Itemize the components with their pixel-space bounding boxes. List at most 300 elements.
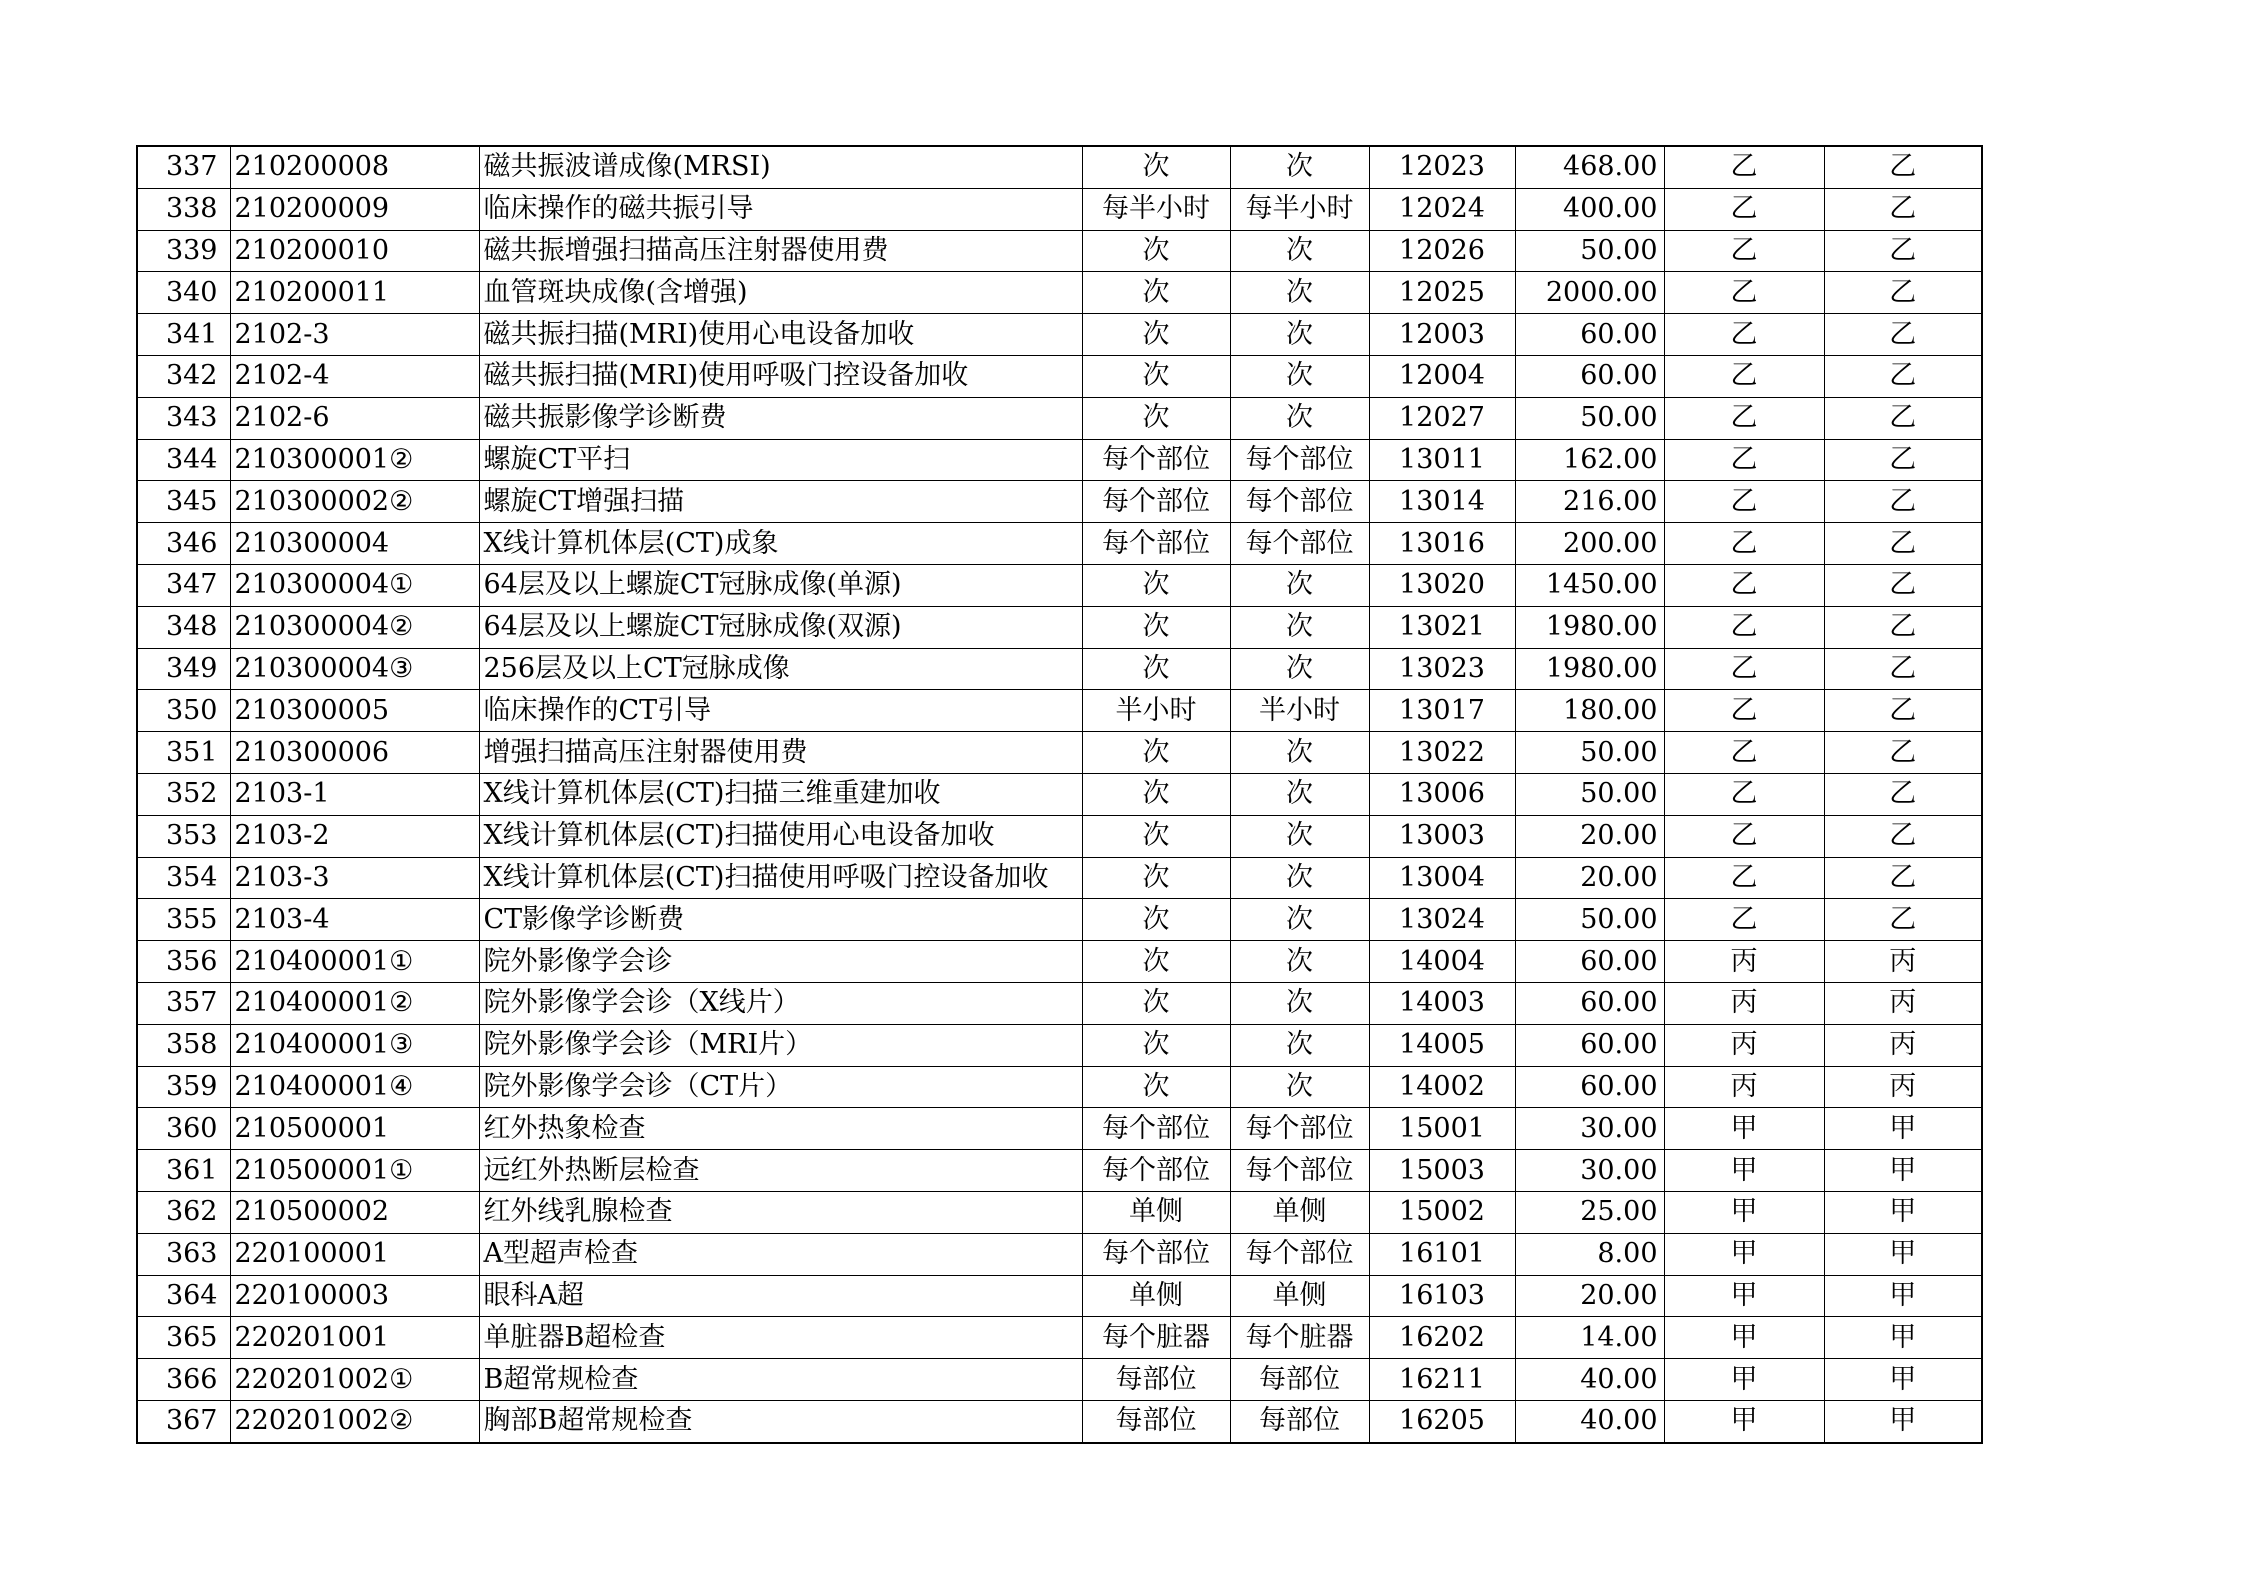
billing-unit-cell: 次 — [1230, 1024, 1369, 1066]
item-code-cell: 210400001① — [230, 941, 479, 983]
price-unit-cell: 次 — [1082, 146, 1230, 188]
insurance-class-2-cell: 乙 — [1824, 564, 1982, 606]
row-number-cell: 341 — [137, 314, 230, 356]
fee-code-cell: 13017 — [1369, 690, 1515, 732]
billing-unit-cell: 每个部位 — [1230, 523, 1369, 565]
item-name-cell: X线计算机体层(CT)成象 — [479, 523, 1082, 565]
item-name-cell: 螺旋CT增强扫描 — [479, 481, 1082, 523]
price-unit-cell: 次 — [1082, 773, 1230, 815]
table-body — [137, 146, 1982, 1443]
row-number-cell: 353 — [137, 815, 230, 857]
table-row — [137, 1275, 1982, 1317]
price-cell: 60.00 — [1515, 355, 1664, 397]
insurance-class-2-cell: 乙 — [1824, 314, 1982, 356]
fee-code-cell: 16202 — [1369, 1317, 1515, 1359]
fee-code-cell: 12027 — [1369, 397, 1515, 439]
insurance-class-2-cell: 甲 — [1824, 1359, 1982, 1401]
row-number-cell: 358 — [137, 1024, 230, 1066]
price-unit-cell: 每个部位 — [1082, 523, 1230, 565]
row-number-cell: 359 — [137, 1066, 230, 1108]
insurance-class-cell: 丙 — [1664, 941, 1824, 983]
item-code-cell: 210200008 — [230, 146, 479, 188]
price-cell: 25.00 — [1515, 1191, 1664, 1233]
item-code-cell: 210400001④ — [230, 1066, 479, 1108]
insurance-class-2-cell: 甲 — [1824, 1400, 1982, 1442]
table-row — [137, 355, 1982, 397]
item-name-cell: 单脏器B超检查 — [479, 1317, 1082, 1359]
insurance-class-cell: 丙 — [1664, 1024, 1824, 1066]
billing-unit-cell: 每个脏器 — [1230, 1317, 1369, 1359]
price-unit-cell: 每部位 — [1082, 1400, 1230, 1442]
table-row — [137, 648, 1982, 690]
price-cell: 50.00 — [1515, 899, 1664, 941]
price-cell: 40.00 — [1515, 1359, 1664, 1401]
insurance-class-2-cell: 乙 — [1824, 146, 1982, 188]
row-number-cell: 365 — [137, 1317, 230, 1359]
price-cell: 50.00 — [1515, 732, 1664, 774]
insurance-class-2-cell: 乙 — [1824, 606, 1982, 648]
price-cell: 1980.00 — [1515, 648, 1664, 690]
table-row — [137, 1400, 1982, 1442]
price-unit-cell: 次 — [1082, 857, 1230, 899]
price-unit-cell: 次 — [1082, 272, 1230, 314]
row-number-cell: 362 — [137, 1191, 230, 1233]
price-unit-cell: 次 — [1082, 230, 1230, 272]
item-name-cell: X线计算机体层(CT)扫描三维重建加收 — [479, 773, 1082, 815]
price-cell: 30.00 — [1515, 1150, 1664, 1192]
fee-code-cell: 13024 — [1369, 899, 1515, 941]
item-name-cell: 院外影像学会诊（MRI片） — [479, 1024, 1082, 1066]
insurance-class-cell: 丙 — [1664, 1066, 1824, 1108]
insurance-class-cell: 甲 — [1664, 1191, 1824, 1233]
row-number-cell: 339 — [137, 230, 230, 272]
insurance-class-cell: 乙 — [1664, 272, 1824, 314]
item-code-cell: 210300004② — [230, 606, 479, 648]
item-name-cell: 256层及以上CT冠脉成像 — [479, 648, 1082, 690]
insurance-class-cell: 乙 — [1664, 606, 1824, 648]
item-code-cell: 2103-4 — [230, 899, 479, 941]
billing-unit-cell: 次 — [1230, 230, 1369, 272]
fee-code-cell: 14003 — [1369, 982, 1515, 1024]
price-unit-cell: 每个部位 — [1082, 1150, 1230, 1192]
row-number-cell: 351 — [137, 732, 230, 774]
insurance-class-2-cell: 甲 — [1824, 1191, 1982, 1233]
row-number-cell: 338 — [137, 188, 230, 230]
item-code-cell: 210300004③ — [230, 648, 479, 690]
item-name-cell: 磁共振影像学诊断费 — [479, 397, 1082, 439]
table-row — [137, 857, 1982, 899]
billing-unit-cell: 每半小时 — [1230, 188, 1369, 230]
row-number-cell: 348 — [137, 606, 230, 648]
price-cell: 180.00 — [1515, 690, 1664, 732]
item-code-cell: 220201002① — [230, 1359, 479, 1401]
price-unit-cell: 次 — [1082, 564, 1230, 606]
insurance-class-cell: 乙 — [1664, 564, 1824, 606]
billing-unit-cell: 每个部位 — [1230, 1108, 1369, 1150]
fee-code-cell: 14005 — [1369, 1024, 1515, 1066]
row-number-cell: 342 — [137, 355, 230, 397]
insurance-class-2-cell: 丙 — [1824, 982, 1982, 1024]
item-code-cell: 210200011 — [230, 272, 479, 314]
insurance-class-cell: 乙 — [1664, 732, 1824, 774]
item-code-cell: 220201002② — [230, 1400, 479, 1442]
insurance-class-cell: 乙 — [1664, 397, 1824, 439]
table-row — [137, 146, 1982, 188]
billing-unit-cell: 次 — [1230, 564, 1369, 606]
fee-code-cell: 13014 — [1369, 481, 1515, 523]
price-unit-cell: 次 — [1082, 1024, 1230, 1066]
price-unit-cell: 次 — [1082, 732, 1230, 774]
item-name-cell: 院外影像学会诊（CT片） — [479, 1066, 1082, 1108]
price-unit-cell: 每个部位 — [1082, 1233, 1230, 1275]
table-row — [137, 606, 1982, 648]
price-unit-cell: 次 — [1082, 355, 1230, 397]
price-cell: 50.00 — [1515, 773, 1664, 815]
price-unit-cell: 次 — [1082, 1066, 1230, 1108]
item-code-cell: 2102-4 — [230, 355, 479, 397]
billing-unit-cell: 次 — [1230, 648, 1369, 690]
item-name-cell: 磁共振扫描(MRI)使用心电设备加收 — [479, 314, 1082, 356]
billing-unit-cell: 次 — [1230, 397, 1369, 439]
fee-code-cell: 12026 — [1369, 230, 1515, 272]
item-code-cell: 220100001 — [230, 1233, 479, 1275]
item-name-cell: B超常规检查 — [479, 1359, 1082, 1401]
item-name-cell: X线计算机体层(CT)扫描使用心电设备加收 — [479, 815, 1082, 857]
insurance-class-2-cell: 乙 — [1824, 899, 1982, 941]
price-cell: 1450.00 — [1515, 564, 1664, 606]
item-name-cell: 螺旋CT平扫 — [479, 439, 1082, 481]
table-row — [137, 1233, 1982, 1275]
fee-code-cell: 13023 — [1369, 648, 1515, 690]
item-code-cell: 210400001② — [230, 982, 479, 1024]
insurance-class-2-cell: 丙 — [1824, 1024, 1982, 1066]
price-cell: 200.00 — [1515, 523, 1664, 565]
item-code-cell: 210500001 — [230, 1108, 479, 1150]
insurance-class-2-cell: 甲 — [1824, 1108, 1982, 1150]
insurance-class-2-cell: 乙 — [1824, 815, 1982, 857]
insurance-class-cell: 乙 — [1664, 439, 1824, 481]
fee-code-cell: 16205 — [1369, 1400, 1515, 1442]
price-unit-cell: 半小时 — [1082, 690, 1230, 732]
billing-unit-cell: 次 — [1230, 982, 1369, 1024]
item-name-cell: 院外影像学会诊 — [479, 941, 1082, 983]
item-code-cell: 2102-6 — [230, 397, 479, 439]
table-row — [137, 272, 1982, 314]
price-cell: 40.00 — [1515, 1400, 1664, 1442]
price-unit-cell: 每半小时 — [1082, 188, 1230, 230]
row-number-cell: 350 — [137, 690, 230, 732]
price-unit-cell: 每个脏器 — [1082, 1317, 1230, 1359]
insurance-class-cell: 甲 — [1664, 1275, 1824, 1317]
price-cell: 20.00 — [1515, 857, 1664, 899]
fee-code-cell: 12004 — [1369, 355, 1515, 397]
item-code-cell: 220100003 — [230, 1275, 479, 1317]
insurance-class-cell: 丙 — [1664, 982, 1824, 1024]
row-number-cell: 343 — [137, 397, 230, 439]
item-code-cell: 2103-1 — [230, 773, 479, 815]
table-row — [137, 982, 1982, 1024]
row-number-cell: 349 — [137, 648, 230, 690]
item-name-cell: 红外热象检查 — [479, 1108, 1082, 1150]
billing-unit-cell: 次 — [1230, 732, 1369, 774]
table-row — [137, 732, 1982, 774]
item-name-cell: 磁共振扫描(MRI)使用呼吸门控设备加收 — [479, 355, 1082, 397]
insurance-class-2-cell: 乙 — [1824, 690, 1982, 732]
price-cell: 20.00 — [1515, 815, 1664, 857]
price-cell: 162.00 — [1515, 439, 1664, 481]
table-row — [137, 773, 1982, 815]
price-unit-cell: 每个部位 — [1082, 1108, 1230, 1150]
fee-code-cell: 12003 — [1369, 314, 1515, 356]
insurance-class-2-cell: 丙 — [1824, 1066, 1982, 1108]
table-row — [137, 1066, 1982, 1108]
price-cell: 60.00 — [1515, 314, 1664, 356]
billing-unit-cell: 次 — [1230, 857, 1369, 899]
row-number-cell: 357 — [137, 982, 230, 1024]
row-number-cell: 344 — [137, 439, 230, 481]
row-number-cell: 352 — [137, 773, 230, 815]
fee-table — [136, 145, 1983, 1444]
row-number-cell: 356 — [137, 941, 230, 983]
insurance-class-cell: 乙 — [1664, 314, 1824, 356]
price-unit-cell: 每个部位 — [1082, 439, 1230, 481]
insurance-class-2-cell: 乙 — [1824, 732, 1982, 774]
billing-unit-cell: 每个部位 — [1230, 439, 1369, 481]
item-name-cell: 远红外热断层检查 — [479, 1150, 1082, 1192]
insurance-class-cell: 乙 — [1664, 690, 1824, 732]
price-cell: 1980.00 — [1515, 606, 1664, 648]
item-name-cell: 院外影像学会诊（X线片） — [479, 982, 1082, 1024]
insurance-class-cell: 乙 — [1664, 857, 1824, 899]
item-name-cell: A型超声检查 — [479, 1233, 1082, 1275]
fee-code-cell: 13020 — [1369, 564, 1515, 606]
item-code-cell: 210300005 — [230, 690, 479, 732]
item-name-cell: 临床操作的磁共振引导 — [479, 188, 1082, 230]
price-unit-cell: 每个部位 — [1082, 481, 1230, 523]
insurance-class-cell: 乙 — [1664, 773, 1824, 815]
insurance-class-2-cell: 乙 — [1824, 397, 1982, 439]
price-unit-cell: 单侧 — [1082, 1275, 1230, 1317]
table-row — [137, 314, 1982, 356]
insurance-class-cell: 甲 — [1664, 1359, 1824, 1401]
billing-unit-cell: 次 — [1230, 899, 1369, 941]
insurance-class-cell: 乙 — [1664, 648, 1824, 690]
fee-code-cell: 14004 — [1369, 941, 1515, 983]
billing-unit-cell: 次 — [1230, 773, 1369, 815]
table-row — [137, 1317, 1982, 1359]
table-row — [137, 1108, 1982, 1150]
price-unit-cell: 次 — [1082, 606, 1230, 648]
billing-unit-cell: 每部位 — [1230, 1359, 1369, 1401]
price-cell: 60.00 — [1515, 1066, 1664, 1108]
billing-unit-cell: 每部位 — [1230, 1400, 1369, 1442]
insurance-class-2-cell: 乙 — [1824, 481, 1982, 523]
row-number-cell: 354 — [137, 857, 230, 899]
price-cell: 30.00 — [1515, 1108, 1664, 1150]
row-number-cell: 345 — [137, 481, 230, 523]
insurance-class-cell: 甲 — [1664, 1400, 1824, 1442]
item-code-cell: 210500002 — [230, 1191, 479, 1233]
insurance-class-2-cell: 乙 — [1824, 648, 1982, 690]
price-cell: 60.00 — [1515, 1024, 1664, 1066]
table-row — [137, 481, 1982, 523]
item-name-cell: 磁共振波谱成像(MRSI) — [479, 146, 1082, 188]
price-unit-cell: 单侧 — [1082, 1191, 1230, 1233]
price-cell: 468.00 — [1515, 146, 1664, 188]
price-unit-cell: 次 — [1082, 899, 1230, 941]
insurance-class-2-cell: 甲 — [1824, 1275, 1982, 1317]
insurance-class-2-cell: 甲 — [1824, 1150, 1982, 1192]
table-row — [137, 1359, 1982, 1401]
table-row — [137, 188, 1982, 230]
billing-unit-cell: 每个部位 — [1230, 1150, 1369, 1192]
fee-code-cell: 13006 — [1369, 773, 1515, 815]
fee-code-cell: 13016 — [1369, 523, 1515, 565]
item-code-cell: 210500001① — [230, 1150, 479, 1192]
fee-code-cell: 16101 — [1369, 1233, 1515, 1275]
insurance-class-2-cell: 乙 — [1824, 355, 1982, 397]
item-name-cell: 血管斑块成像(含增强) — [479, 272, 1082, 314]
insurance-class-cell: 甲 — [1664, 1108, 1824, 1150]
item-code-cell: 2103-2 — [230, 815, 479, 857]
row-number-cell: 340 — [137, 272, 230, 314]
item-name-cell: 眼科A超 — [479, 1275, 1082, 1317]
price-cell: 2000.00 — [1515, 272, 1664, 314]
billing-unit-cell: 次 — [1230, 314, 1369, 356]
price-unit-cell: 次 — [1082, 314, 1230, 356]
item-code-cell: 210200010 — [230, 230, 479, 272]
table-row — [137, 230, 1982, 272]
fee-code-cell: 15002 — [1369, 1191, 1515, 1233]
row-number-cell: 355 — [137, 899, 230, 941]
insurance-class-2-cell: 丙 — [1824, 941, 1982, 983]
item-name-cell: CT影像学诊断费 — [479, 899, 1082, 941]
item-name-cell: 胸部B超常规检查 — [479, 1400, 1082, 1442]
item-code-cell: 2103-3 — [230, 857, 479, 899]
row-number-cell: 360 — [137, 1108, 230, 1150]
billing-unit-cell: 次 — [1230, 272, 1369, 314]
fee-code-cell: 13022 — [1369, 732, 1515, 774]
fee-code-cell: 12023 — [1369, 146, 1515, 188]
insurance-class-2-cell: 乙 — [1824, 188, 1982, 230]
price-cell: 20.00 — [1515, 1275, 1664, 1317]
item-code-cell: 210300002② — [230, 481, 479, 523]
insurance-class-cell: 乙 — [1664, 355, 1824, 397]
billing-unit-cell: 单侧 — [1230, 1191, 1369, 1233]
row-number-cell: 346 — [137, 523, 230, 565]
table-row — [137, 1150, 1982, 1192]
fee-code-cell: 16211 — [1369, 1359, 1515, 1401]
insurance-class-cell: 乙 — [1664, 146, 1824, 188]
billing-unit-cell: 次 — [1230, 941, 1369, 983]
billing-unit-cell: 次 — [1230, 355, 1369, 397]
item-name-cell: 增强扫描高压注射器使用费 — [479, 732, 1082, 774]
table-row — [137, 815, 1982, 857]
row-number-cell: 347 — [137, 564, 230, 606]
price-cell: 60.00 — [1515, 982, 1664, 1024]
item-code-cell: 210300004① — [230, 564, 479, 606]
fee-code-cell: 16103 — [1369, 1275, 1515, 1317]
insurance-class-cell: 乙 — [1664, 815, 1824, 857]
table-row — [137, 1191, 1982, 1233]
item-name-cell: 临床操作的CT引导 — [479, 690, 1082, 732]
table-row — [137, 564, 1982, 606]
insurance-class-2-cell: 乙 — [1824, 523, 1982, 565]
table-row — [137, 690, 1982, 732]
price-cell: 14.00 — [1515, 1317, 1664, 1359]
insurance-class-2-cell: 乙 — [1824, 773, 1982, 815]
price-unit-cell: 次 — [1082, 648, 1230, 690]
fee-code-cell: 13021 — [1369, 606, 1515, 648]
item-code-cell: 210300001② — [230, 439, 479, 481]
item-code-cell: 220201001 — [230, 1317, 479, 1359]
insurance-class-cell: 甲 — [1664, 1233, 1824, 1275]
billing-unit-cell: 次 — [1230, 815, 1369, 857]
billing-unit-cell: 每个部位 — [1230, 1233, 1369, 1275]
insurance-class-2-cell: 乙 — [1824, 439, 1982, 481]
billing-unit-cell: 每个部位 — [1230, 481, 1369, 523]
insurance-class-cell: 乙 — [1664, 899, 1824, 941]
billing-unit-cell: 次 — [1230, 1066, 1369, 1108]
insurance-class-cell: 乙 — [1664, 230, 1824, 272]
fee-code-cell: 13011 — [1369, 439, 1515, 481]
fee-code-cell: 12025 — [1369, 272, 1515, 314]
row-number-cell: 366 — [137, 1359, 230, 1401]
price-unit-cell: 次 — [1082, 397, 1230, 439]
price-cell: 50.00 — [1515, 230, 1664, 272]
insurance-class-cell: 乙 — [1664, 188, 1824, 230]
price-unit-cell: 每部位 — [1082, 1359, 1230, 1401]
price-cell: 60.00 — [1515, 941, 1664, 983]
insurance-class-2-cell: 乙 — [1824, 857, 1982, 899]
item-name-cell: 红外线乳腺检查 — [479, 1191, 1082, 1233]
billing-unit-cell: 次 — [1230, 606, 1369, 648]
table-row — [137, 523, 1982, 565]
item-name-cell: 磁共振增强扫描高压注射器使用费 — [479, 230, 1082, 272]
insurance-class-cell: 乙 — [1664, 523, 1824, 565]
insurance-class-2-cell: 乙 — [1824, 272, 1982, 314]
price-cell: 8.00 — [1515, 1233, 1664, 1275]
price-unit-cell: 次 — [1082, 815, 1230, 857]
fee-code-cell: 14002 — [1369, 1066, 1515, 1108]
item-code-cell: 210300004 — [230, 523, 479, 565]
insurance-class-cell: 甲 — [1664, 1150, 1824, 1192]
insurance-class-2-cell: 乙 — [1824, 230, 1982, 272]
fee-code-cell: 15001 — [1369, 1108, 1515, 1150]
table-row — [137, 941, 1982, 983]
table-row — [137, 899, 1982, 941]
item-name-cell: X线计算机体层(CT)扫描使用呼吸门控设备加收 — [479, 857, 1082, 899]
item-code-cell: 210200009 — [230, 188, 479, 230]
insurance-class-cell: 甲 — [1664, 1317, 1824, 1359]
item-name-cell: 64层及以上螺旋CT冠脉成像(单源) — [479, 564, 1082, 606]
price-unit-cell: 次 — [1082, 982, 1230, 1024]
fee-code-cell: 13004 — [1369, 857, 1515, 899]
insurance-class-2-cell: 甲 — [1824, 1317, 1982, 1359]
fee-code-cell: 15003 — [1369, 1150, 1515, 1192]
item-name-cell: 64层及以上螺旋CT冠脉成像(双源) — [479, 606, 1082, 648]
fee-code-cell: 13003 — [1369, 815, 1515, 857]
row-number-cell: 361 — [137, 1150, 230, 1192]
row-number-cell: 367 — [137, 1400, 230, 1442]
row-number-cell: 363 — [137, 1233, 230, 1275]
fee-code-cell: 12024 — [1369, 188, 1515, 230]
billing-unit-cell: 半小时 — [1230, 690, 1369, 732]
price-cell: 216.00 — [1515, 481, 1664, 523]
price-cell: 400.00 — [1515, 188, 1664, 230]
price-cell: 50.00 — [1515, 397, 1664, 439]
item-code-cell: 210400001③ — [230, 1024, 479, 1066]
